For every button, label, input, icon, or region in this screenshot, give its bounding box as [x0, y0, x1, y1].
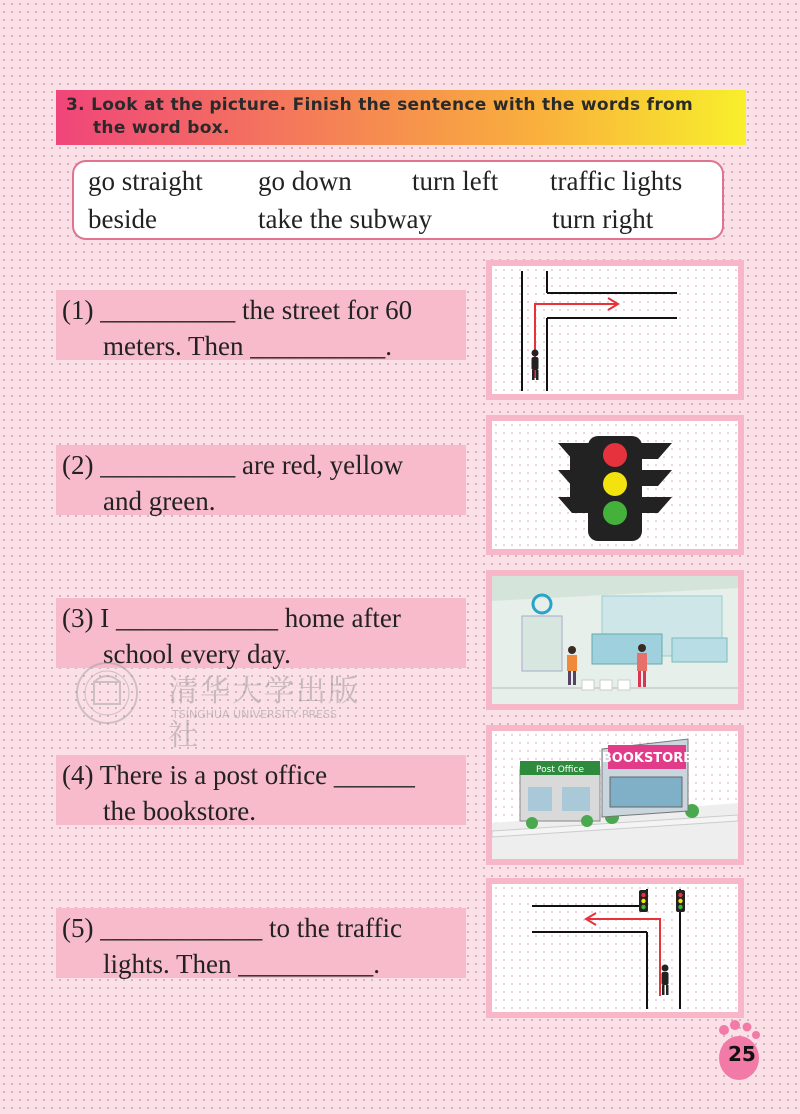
question-1 — [56, 290, 466, 360]
instruction-line1: Look at the picture. Finish the sentence with the words from — [91, 95, 694, 115]
small-traffic-light-icon — [639, 890, 648, 912]
word-beside: beside — [88, 204, 157, 234]
word-turn-right: turn right — [552, 204, 654, 234]
picture-4-post-office-bookstore — [486, 725, 744, 865]
page-number-badge — [714, 1020, 764, 1082]
small-traffic-light-icon — [676, 890, 685, 912]
bookstore-sign: BOOKSTORE — [601, 751, 693, 766]
question-2 — [56, 445, 466, 515]
street-buildings-icon — [492, 731, 738, 859]
instruction-number: 3. — [66, 95, 85, 115]
street-map-turn-left-icon — [492, 884, 738, 1012]
publisher-watermark — [72, 660, 362, 752]
post-office-sign: Post Office — [536, 765, 584, 775]
question-1-line2: meters. Then __________. — [103, 331, 392, 361]
watermark-chinese: 清华大学出版社 — [168, 675, 360, 752]
question-2-line1: (2) __________ are red, yellow — [62, 450, 404, 480]
question-5 — [56, 908, 466, 978]
word-go-straight: go straight — [88, 166, 203, 196]
pedestrian-icon — [662, 965, 669, 996]
question-4-line2: the bookstore. — [103, 796, 256, 826]
subway-station-scene-icon — [492, 576, 738, 704]
picture-3-subway-station — [486, 570, 744, 710]
word-take-the-subway: take the subway — [258, 204, 432, 234]
word-traffic-lights: traffic lights — [550, 166, 683, 196]
publisher-seal-icon — [72, 660, 142, 726]
word-turn-left: turn left — [412, 166, 499, 196]
question-3 — [56, 598, 466, 668]
question-2-line2: and green. — [103, 486, 216, 516]
word-go-down: go down — [258, 166, 352, 196]
instruction-banner — [56, 90, 746, 145]
instruction-line2: the word box. — [93, 118, 230, 138]
traffic-light-icon — [492, 421, 738, 549]
word-box — [72, 160, 724, 240]
question-3-line1: (3) I ____________ home after — [62, 603, 401, 633]
question-4-line1: (4) There is a post office ______ — [62, 760, 415, 790]
question-3-line2: school every day. — [103, 639, 291, 669]
street-map-turn-right-icon — [492, 266, 738, 394]
question-1-line1: (1) __________ the street for 60 — [62, 295, 413, 325]
page-number: 25 — [728, 1042, 756, 1066]
watermark-english: TSINGHUA UNIVERSITY PRESS — [172, 708, 338, 721]
question-4 — [56, 755, 466, 825]
picture-5-street-turn-left — [486, 878, 744, 1018]
picture-1-street-turn-right — [486, 260, 744, 400]
picture-2-traffic-light — [486, 415, 744, 555]
question-5-line1: (5) ____________ to the traffic — [62, 913, 402, 943]
question-5-line2: lights. Then __________. — [103, 949, 381, 979]
